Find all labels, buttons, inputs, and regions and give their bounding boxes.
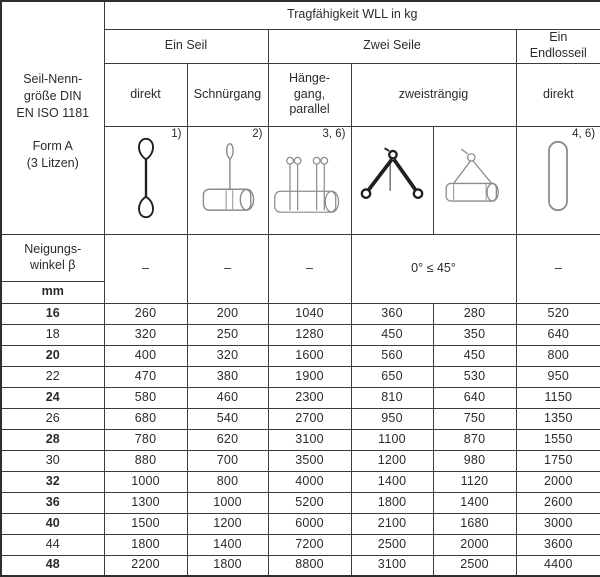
value-cell: 1280 — [268, 324, 351, 345]
value-cell: 6000 — [268, 513, 351, 534]
corner-line: Form A — [2, 138, 104, 155]
value-cell: 880 — [104, 450, 187, 471]
value-cell: 280 — [433, 303, 516, 324]
value-cell: 1200 — [351, 450, 433, 471]
table-row — [1, 450, 600, 471]
value-cell: 640 — [433, 387, 516, 408]
value-cell: 1350 — [516, 408, 600, 429]
footnote-marker: 1) — [171, 129, 181, 141]
value-cell: 1150 — [516, 387, 600, 408]
value-cell: 640 — [516, 324, 600, 345]
table-row — [1, 471, 600, 492]
value-cell: 1550 — [516, 429, 600, 450]
size-cell: 20 — [1, 345, 104, 366]
corner-gap — [2, 122, 104, 138]
value-cell: 750 — [433, 408, 516, 429]
col-header-zweistraengig: zweisträngig — [351, 63, 516, 126]
two-leg-sling-with-load-icon — [434, 145, 516, 216]
rope-size-corner-header — [1, 1, 104, 234]
corner-line: Seil-Nenn- — [2, 71, 104, 88]
table-row — [1, 303, 600, 324]
value-cell: 1200 — [187, 513, 268, 534]
icon-cell-direkt — [104, 126, 187, 234]
value-cell: 1120 — [433, 471, 516, 492]
group-header-ein-seil: Ein Seil — [104, 29, 268, 63]
two-leg-sling-angle-icon — [352, 145, 433, 216]
value-cell: 450 — [433, 345, 516, 366]
value-cell: 360 — [351, 303, 433, 324]
endlosseil-line: Ein — [517, 30, 600, 46]
size-cell: 32 — [1, 471, 104, 492]
table-row — [1, 324, 600, 345]
angle-value-direkt: – — [104, 234, 187, 303]
value-cell: 530 — [433, 366, 516, 387]
haengegang-line: parallel — [269, 102, 351, 118]
value-cell: 1100 — [351, 429, 433, 450]
value-cell: 2600 — [516, 492, 600, 513]
size-cell: 22 — [1, 366, 104, 387]
angle-value-endlosseil: – — [516, 234, 600, 303]
icon-cell-haengegang — [268, 126, 351, 234]
corner-header-text — [2, 64, 104, 171]
value-cell: 1900 — [268, 366, 351, 387]
size-cell: 28 — [1, 429, 104, 450]
value-cell: 1400 — [433, 492, 516, 513]
value-cell: 200 — [187, 303, 268, 324]
value-cell: 2000 — [516, 471, 600, 492]
footnote-marker: 3, 6) — [322, 129, 345, 141]
corner-line: größe DIN — [2, 88, 104, 105]
angle-label-line: winkel β — [2, 258, 104, 274]
value-cell: 3100 — [351, 555, 433, 576]
value-cell: 950 — [351, 408, 433, 429]
value-cell: 680 — [104, 408, 187, 429]
table-row — [1, 513, 600, 534]
value-cell: 8800 — [268, 555, 351, 576]
col-header-endlos-direkt: direkt — [516, 63, 600, 126]
value-cell: 4400 — [516, 555, 600, 576]
value-cell: 400 — [104, 345, 187, 366]
value-cell: 260 — [104, 303, 187, 324]
value-cell: 1800 — [187, 555, 268, 576]
choke-hitch-on-cylinder-icon — [188, 136, 268, 225]
value-cell: 1800 — [104, 534, 187, 555]
table-row — [1, 492, 600, 513]
value-cell: 2100 — [351, 513, 433, 534]
endlosseil-line: Endlosseil — [517, 46, 600, 62]
table-row — [1, 534, 600, 555]
single-rope-vertical-sling-icon — [105, 131, 187, 229]
value-cell: 3500 — [268, 450, 351, 471]
value-cell: 1800 — [351, 492, 433, 513]
col-header-haengegang — [268, 63, 351, 126]
value-cell: 1400 — [351, 471, 433, 492]
size-cell: 40 — [1, 513, 104, 534]
value-cell: 980 — [433, 450, 516, 471]
value-cell: 2500 — [433, 555, 516, 576]
value-cell: 1300 — [104, 492, 187, 513]
value-cell: 810 — [351, 387, 433, 408]
unit-label-mm: mm — [1, 281, 104, 303]
value-cell: 620 — [187, 429, 268, 450]
value-cell: 460 — [187, 387, 268, 408]
angle-value-haengegang: – — [268, 234, 351, 303]
group-header-zwei-seile: Zwei Seile — [268, 29, 516, 63]
value-cell: 1000 — [187, 492, 268, 513]
value-cell: 3100 — [268, 429, 351, 450]
size-cell: 24 — [1, 387, 104, 408]
value-cell: 2300 — [268, 387, 351, 408]
size-cell: 30 — [1, 450, 104, 471]
table-row — [1, 387, 600, 408]
haengegang-line: Hänge- — [269, 71, 351, 87]
value-cell: 470 — [104, 366, 187, 387]
value-cell: 450 — [351, 324, 433, 345]
value-cell: 1500 — [104, 513, 187, 534]
size-cell: 26 — [1, 408, 104, 429]
icon-cell-schnuergang — [187, 126, 268, 234]
angle-value-schnuergang: – — [187, 234, 268, 303]
angle-row-label — [1, 234, 104, 281]
value-cell: 350 — [433, 324, 516, 345]
size-cell: 36 — [1, 492, 104, 513]
value-cell: 4000 — [268, 471, 351, 492]
table-title: Tragfähigkeit WLL in kg — [104, 1, 600, 29]
icon-cell-zweistraengig-winkel — [351, 126, 433, 234]
value-cell: 250 — [187, 324, 268, 345]
size-cell: 44 — [1, 534, 104, 555]
table-row — [1, 345, 600, 366]
value-cell: 870 — [433, 429, 516, 450]
group-header-endlosseil — [516, 29, 600, 63]
value-cell: 2700 — [268, 408, 351, 429]
size-cell: 16 — [1, 303, 104, 324]
corner-line: (3 Litzen) — [2, 155, 104, 172]
icon-cell-endlosseil — [516, 126, 600, 234]
col-header-schnuergang: Schnürgang — [187, 63, 268, 126]
value-cell: 800 — [516, 345, 600, 366]
value-cell: 380 — [187, 366, 268, 387]
value-cell: 580 — [104, 387, 187, 408]
double-basket-hitch-on-cylinder-icon — [269, 136, 351, 225]
value-cell: 700 — [187, 450, 268, 471]
value-cell: 1750 — [516, 450, 600, 471]
col-header-direkt: direkt — [104, 63, 187, 126]
value-cell: 540 — [187, 408, 268, 429]
value-cell: 780 — [104, 429, 187, 450]
value-cell: 950 — [516, 366, 600, 387]
value-cell: 800 — [187, 471, 268, 492]
table-row — [1, 429, 600, 450]
value-cell: 320 — [187, 345, 268, 366]
footnote-marker: 2) — [252, 129, 262, 141]
value-cell: 7200 — [268, 534, 351, 555]
corner-line: EN ISO 1181 — [2, 105, 104, 122]
value-cell: 650 — [351, 366, 433, 387]
table-row — [1, 408, 600, 429]
endless-rope-loop-icon — [517, 137, 600, 224]
value-cell: 3600 — [516, 534, 600, 555]
angle-value-zweistraengig: 0° ≤ 45° — [351, 234, 516, 303]
value-cell: 1400 — [187, 534, 268, 555]
value-cell: 560 — [351, 345, 433, 366]
haengegang-line: gang, — [269, 87, 351, 103]
value-cell: 320 — [104, 324, 187, 345]
value-cell: 1600 — [268, 345, 351, 366]
table-row — [1, 555, 600, 576]
table-row — [1, 366, 600, 387]
angle-label-line: Neigungs- — [2, 242, 104, 258]
value-cell: 3000 — [516, 513, 600, 534]
value-cell: 1000 — [104, 471, 187, 492]
value-cell: 5200 — [268, 492, 351, 513]
value-cell: 2000 — [433, 534, 516, 555]
size-cell: 18 — [1, 324, 104, 345]
value-cell: 1040 — [268, 303, 351, 324]
size-cell: 48 — [1, 555, 104, 576]
icon-cell-zweistraengig-last — [433, 126, 516, 234]
value-cell: 520 — [516, 303, 600, 324]
value-cell: 2500 — [351, 534, 433, 555]
value-cell: 2200 — [104, 555, 187, 576]
footnote-marker: 4, 6) — [572, 129, 595, 141]
value-cell: 1680 — [433, 513, 516, 534]
